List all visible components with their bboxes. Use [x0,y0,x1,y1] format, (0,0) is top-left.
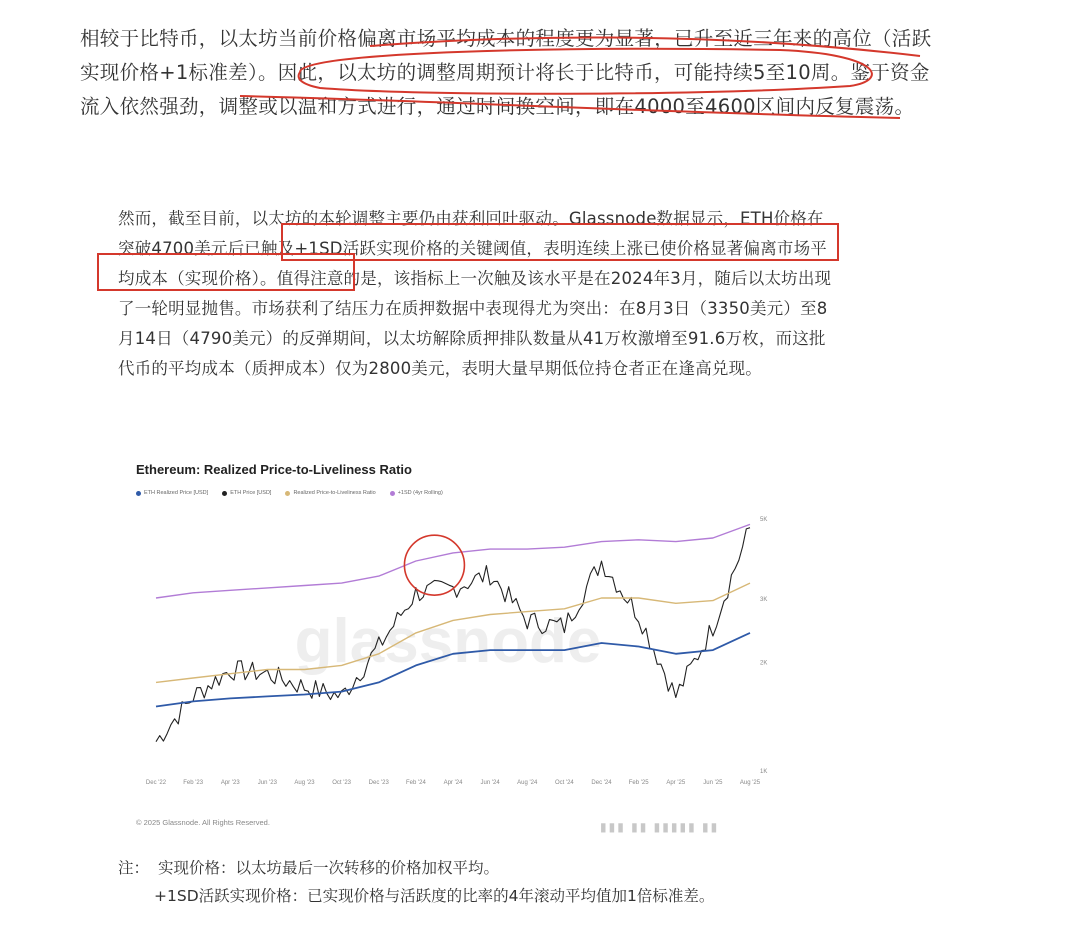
blurred-watermark: ▮▮▮ ▮▮ ▮▮▮▮▮ ▮▮ [600,820,720,834]
annotation-circle-mar-2024 [404,535,464,595]
legend-item-ratio: Realized Price-to-Liveliness Ratio [285,490,375,496]
chart-watermark: glassnode [294,607,602,676]
legend-item-eth-price: ETH Price [USD] [222,490,271,496]
x-tick-label: Aug '24 [517,780,538,786]
legend-item-realized-price: ETH Realized Price [USD] [136,490,208,496]
chart-copyright: © 2025 Glassnode. All Rights Reserved. [136,818,270,827]
x-tick-label: Dec '22 [145,780,167,786]
paragraph-glassnode-analysis: 然而，截至目前，以太坊的本轮调整主要仍由获利回吐驱动。Glassnode数据显示，ETH价格在突破4700美元后已触及+1SD活跃实现价格的关键阈值，表明连续上涨已使价格显著偏离市场平均成本（实现价格）。值得注意的是，该指标上一次触及该水平是在2024年3月，随后以太坊出现了一轮明显抛售。市场获利了结压力在质押数据中表现得尤为突出：在8月3日（3350美元）至8月14日（4790美元）的反弹期间，以太坊解除质押排队数量从41万枚激增至91.6万枚，而这批代币的平均成本（质押成本）仅为2800美元，表明大量早期低位持仓者正在逢高兑现。 [118,209,832,378]
x-tick-label: Jun '23 [257,780,277,786]
y-tick-label: 3K [760,596,768,603]
x-tick-label: Apr '23 [220,780,240,786]
legend-item-plus-1sd: +1SD (4yr Rolling) [390,490,443,496]
x-tick-label: Oct '24 [554,780,574,786]
note-line-2 [118,882,714,910]
x-tick-label: Aug '23 [294,780,315,786]
x-tick-label: Feb '24 [405,780,426,786]
y-tick-label: 1K [760,769,768,775]
x-tick-label: Dec '23 [368,780,389,786]
chart-title: Ethereum: Realized Price-to-Liveliness Ratio [136,462,412,477]
paragraph-summary: 相较于比特币，以太坊当前价格偏离市场平均成本的程度更为显著，已升至近三年来的高位（活跃实现价格+1标准差）。因此，以太坊的调整周期预计将长于比特币，可能持续5至10周。鉴于资金流入依然强劲，调整或以温和方式进行，通过时间换空间，即在4000至4600区间内反复震荡。 [80,27,932,118]
x-tick-label: Jun '24 [480,780,500,786]
x-tick-label: Apr '25 [666,780,686,786]
x-tick-label: Feb '25 [628,780,649,786]
chart-plot [128,452,818,822]
note-1sd-realized-price: +1SD活跃实现价格：已实现价格与活跃度的比率的4年滚动平均值加1倍标准差。 [154,887,715,905]
x-tick-label: Oct '23 [332,780,352,786]
y-tick-label: 2K [760,660,768,667]
note-realized-price: 实现价格：以太坊最后一次转移的价格加权平均。 [158,859,500,877]
y-tick-label: 5K [760,517,768,523]
note-prefix: 注： [118,859,150,877]
chart-card [128,452,818,842]
notes-section [118,854,714,910]
note-line-1 [118,854,714,882]
x-tick-label: Apr '24 [443,780,463,786]
x-tick-label: Dec '24 [591,780,612,786]
x-tick-label: Feb '23 [183,780,204,786]
x-tick-label: Jun '25 [703,780,723,786]
x-tick-label: Aug '25 [739,780,761,786]
